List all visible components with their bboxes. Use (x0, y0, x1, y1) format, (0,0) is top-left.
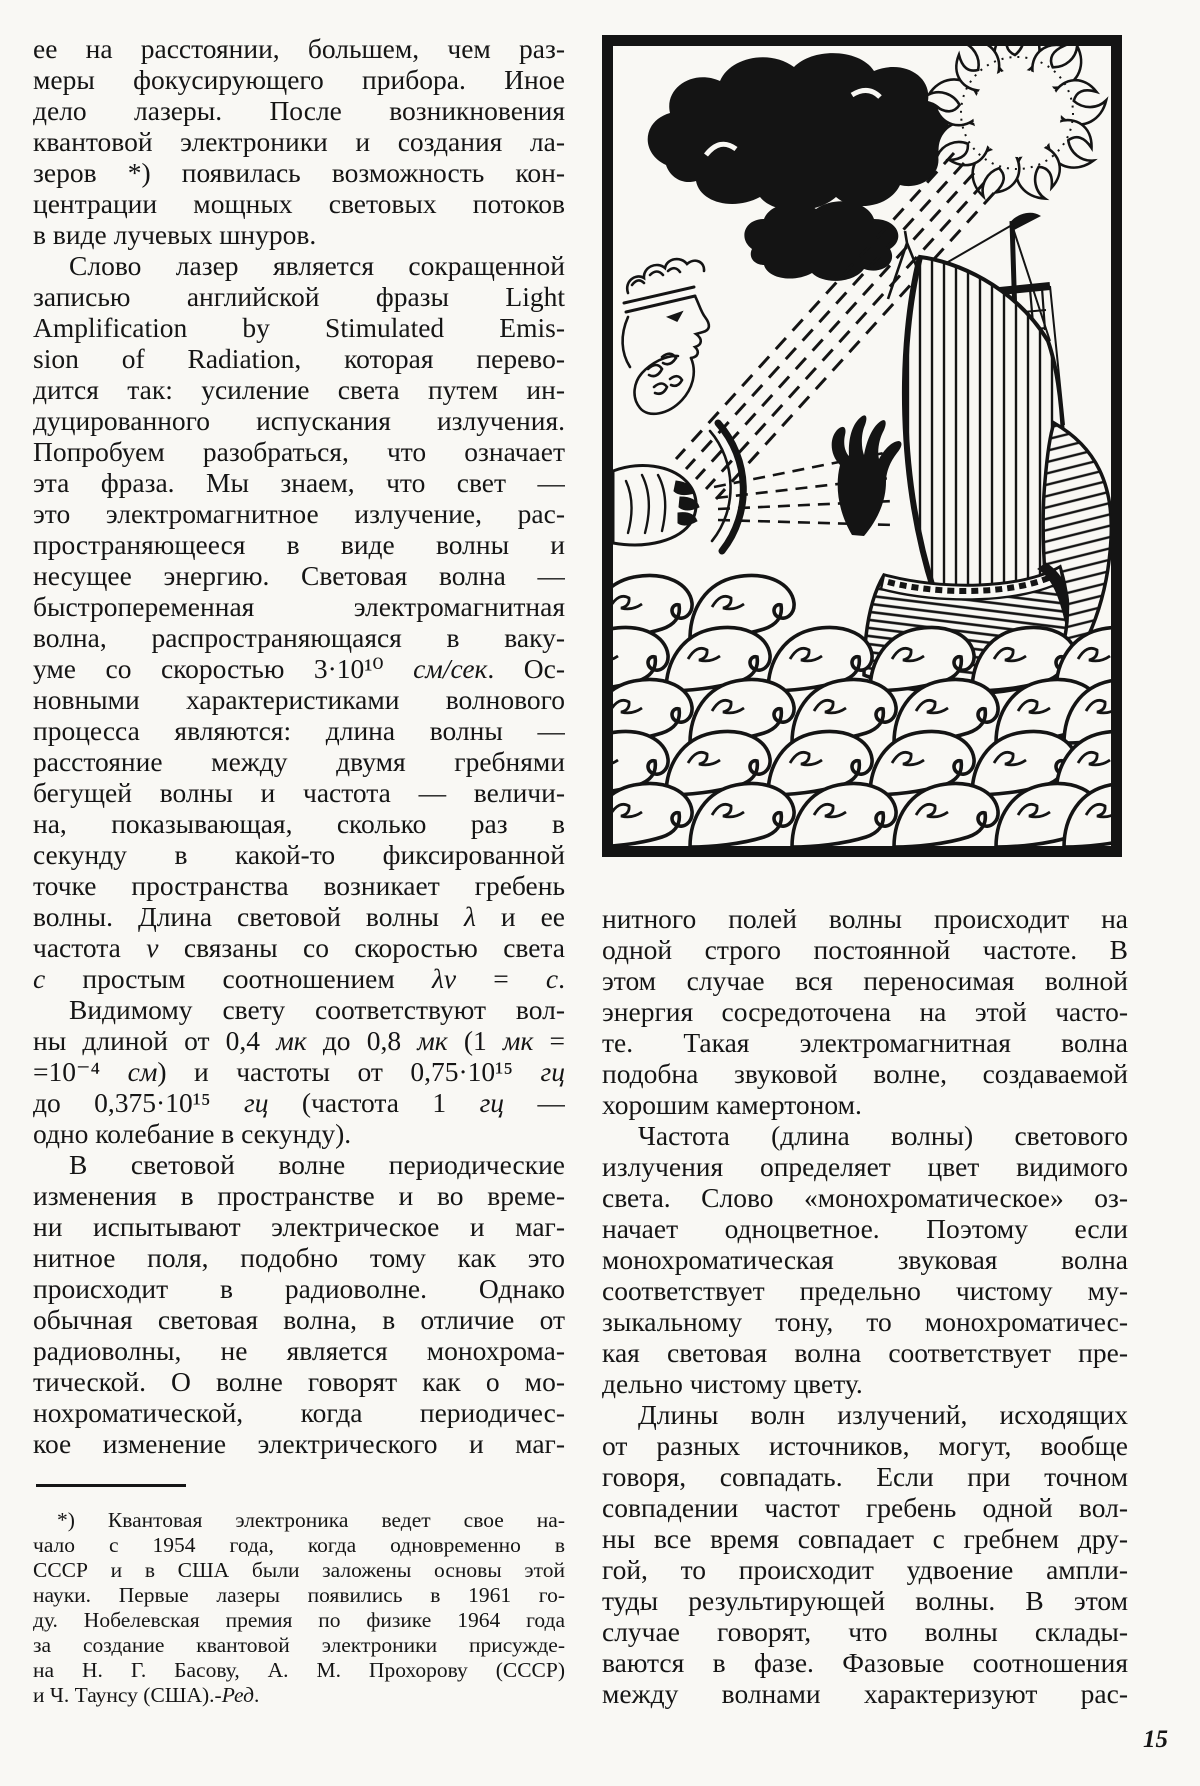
text-line: Amplification by Stimulated Emis- (33, 312, 565, 343)
text-line: кая световая волна соответствует пре- (602, 1337, 1128, 1368)
text-line: точке пространства возникает гребень (33, 870, 565, 901)
text-line: дится так: усиление света путем ин- (33, 374, 565, 405)
text-line: расстояние между двумя гребнями (33, 746, 565, 777)
text-line: меры фокусирующего прибора. Иное (33, 64, 565, 95)
footnote-separator (36, 1484, 186, 1487)
text-line: излучения определяет цвет видимого (602, 1151, 1128, 1182)
text-line: тической. О волне говорят как о мо- (33, 1366, 565, 1397)
text-line: ны длиной от 0,4 мк до 0,8 мк (1 мк = (33, 1025, 565, 1056)
text-line: ни испытывают электрическое и маг- (33, 1211, 565, 1242)
text-line: в виде лучевых шнуров. (33, 219, 317, 250)
text-line: науки. Первые лазеры появились в 1961 го- (33, 1583, 565, 1607)
text-line: несущее энергию. Световая волна — (33, 560, 565, 591)
text-line: ее на расстоянии, большем, чем раз- (33, 33, 565, 64)
page-number: 15 (1143, 1726, 1168, 1753)
text-line: Видимому свету соответствуют вол- (69, 994, 565, 1025)
text-line: =10⁻⁴ см) и частоты от 0,75·10¹⁵ гц (33, 1056, 565, 1087)
text-line: записью английской фразы Light (33, 281, 565, 312)
text-line: зыкальному тону, то монохроматичес- (602, 1306, 1128, 1337)
text-line: на Н. Г. Басову, А. М. Прохорову (СССР) (33, 1658, 565, 1682)
text-line: радиоволны, не является монохрома- (33, 1335, 565, 1366)
text-line: ду. Нобелевская премия по физике 1964 года (33, 1608, 565, 1632)
footnote (33, 1508, 565, 1708)
text-line: нитное поля, подобно тому как это (33, 1242, 565, 1273)
text-line: Слово лазер является сокращенной (69, 250, 565, 281)
text-line: уме со скоростью 3·10¹⁰ см/сек. Ос- (33, 653, 565, 684)
text-line: происходит в радиоволне. Однако (33, 1273, 565, 1304)
text-line: эта фраза. Мы знаем, что свет — (33, 467, 565, 498)
text-line: нохроматической, когда периодичес- (33, 1397, 565, 1428)
text-line: туды результирующей волны. В этом (602, 1585, 1128, 1616)
text-line: зеров *) появилась возможность кон- (33, 157, 565, 188)
text-line: Попробуем разобраться, что означает (33, 436, 565, 467)
text-line: начает одноцветное. Поэтому если (602, 1213, 1128, 1244)
text-line: гой, то происходит удвоение ампли- (602, 1554, 1128, 1585)
text-line: быстропеременная электромагнитная (33, 591, 565, 622)
woodcut-illustration (602, 35, 1122, 857)
text-line: это электромагнитное излучение, рас- (33, 498, 565, 529)
text-line: кое изменение электрического и маг- (33, 1428, 565, 1459)
text-line: c простым соотношением λν = c. (33, 963, 565, 994)
text-line: изменения в пространстве и во време- (33, 1180, 565, 1211)
text-line: случае говорят, что волны склады- (602, 1616, 1128, 1647)
text-line: света. Слово «монохроматическое» оз- (602, 1182, 1128, 1213)
text-line: новными характеристиками волнового (33, 684, 565, 715)
text-line: соответствует предельно чистому му- (602, 1275, 1128, 1306)
text-line: до 0,375·10¹⁵ гц (частота 1 гц — (33, 1087, 565, 1118)
text-line: квантовой электроники и создания ла- (33, 126, 565, 157)
text-line: подобна звуковой волне, создаваемой (602, 1058, 1128, 1089)
text-line: *) Квантовая электроника ведет свое на- (57, 1508, 565, 1532)
text-line: пространяющееся в виде волны и (33, 529, 565, 560)
text-line: ны все время совпадает с гребнем дру- (602, 1523, 1128, 1554)
text-line: хорошим камертоном. (602, 1089, 862, 1120)
text-line: В световой волне периодические (69, 1149, 565, 1180)
text-line: обычная световая волна, в отличие от (33, 1304, 565, 1335)
text-line: СССР и в США были заложены основы этой (33, 1558, 565, 1582)
text-line: монохроматическая звуковая волна (602, 1244, 1128, 1275)
text-line: бегущей волны и частота — величи- (33, 777, 565, 808)
text-line: этом случае вся переносимая волной (602, 965, 1128, 996)
text-line: те. Такая электромагнитная волна (602, 1027, 1128, 1058)
text-line: центрации мощных световых потоков (33, 188, 565, 219)
text-line: sion of Radiation, которая перево- (33, 343, 565, 374)
text-line: от разных источников, могут, вообще (602, 1430, 1128, 1461)
text-line: дуцированного испускания излучения. (33, 405, 565, 436)
text-line: секунду в какой-то фиксированной (33, 839, 565, 870)
text-line: чало с 1954 года, когда одновременно в (33, 1533, 565, 1557)
text-line: Частота (длина волны) светового (638, 1120, 1128, 1151)
text-line: частота ν связаны со скоростью света (33, 932, 565, 963)
text-line: на, показывающая, сколько раз в (33, 808, 565, 839)
text-line: волна, распространяющаяся в ваку- (33, 622, 565, 653)
left-text-column (33, 33, 565, 1459)
text-line: одной строго постоянной частоте. В (602, 934, 1128, 965)
text-line: говоря, совпадать. Если при точном (602, 1461, 1128, 1492)
text-line: одно колебание в секунду). (33, 1118, 352, 1149)
text-line: волны. Длина световой волны λ и ее (33, 901, 565, 932)
text-line: Длины волн излучений, исходящих (638, 1399, 1128, 1430)
text-line: нитного полей волны происходит на (602, 903, 1128, 934)
text-line: за создание квантовой электроники присужде- (33, 1633, 565, 1657)
text-line: дельно чистому цвету. (602, 1368, 863, 1399)
text-line: ваются в фазе. Фазовые соотношения (602, 1647, 1128, 1678)
text-line: совпадении частот гребень одной вол- (602, 1492, 1128, 1523)
text-line: энергия сосредоточена на этой часто- (602, 996, 1128, 1027)
text-line: между волнами характеризуют рас- (602, 1678, 1128, 1709)
right-text-column (602, 903, 1128, 1709)
text-line: дело лазеры. После возникновения (33, 95, 565, 126)
text-line: и Ч. Таунсу (США).-Ред. (33, 1683, 260, 1707)
text-line: процесса являются: длина волны — (33, 715, 565, 746)
